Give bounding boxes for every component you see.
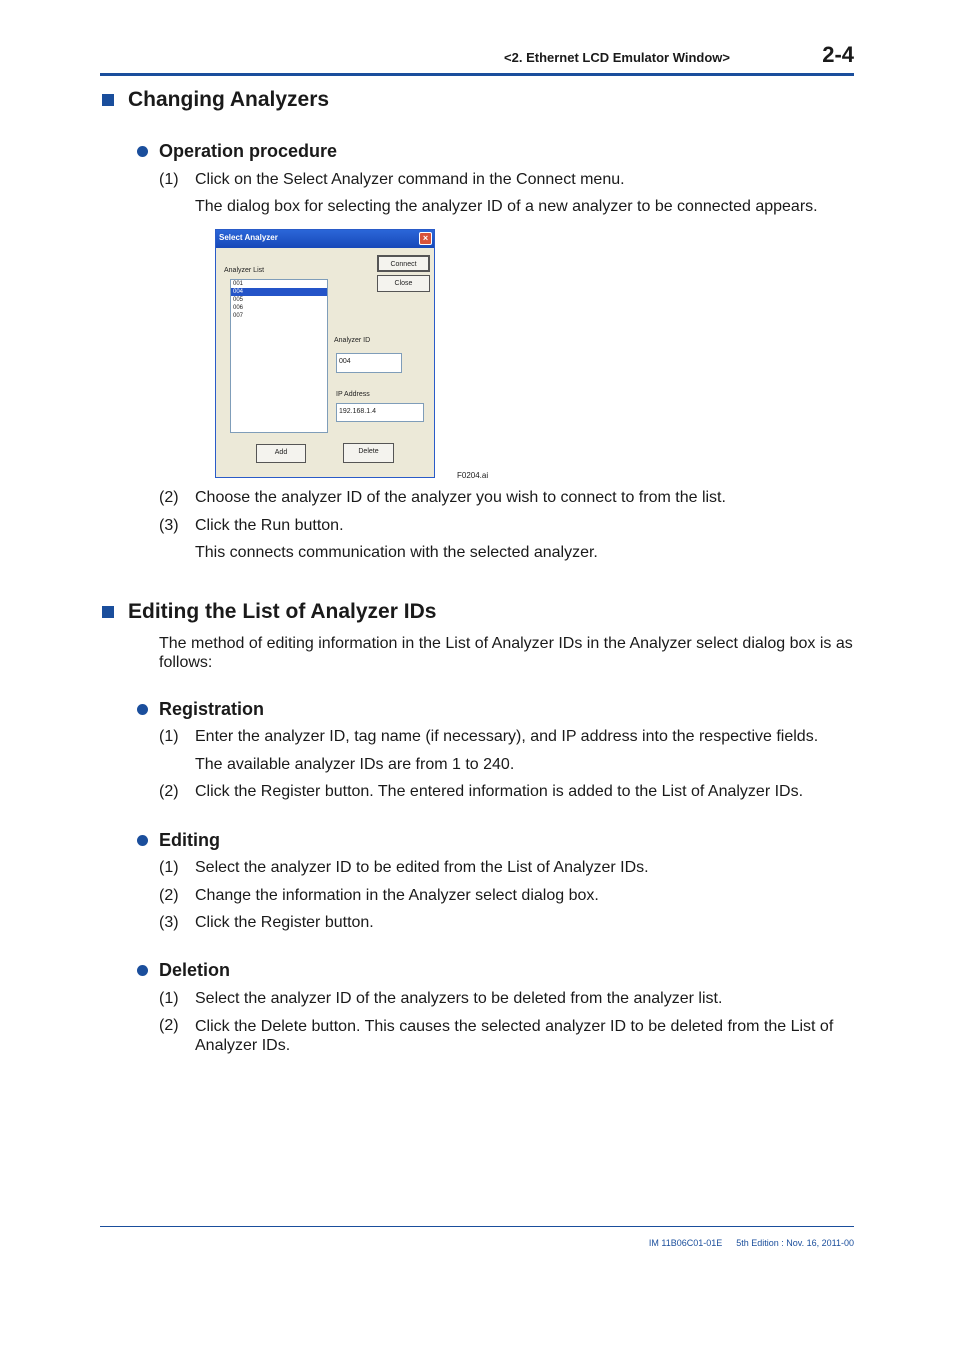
delete-button[interactable]: Delete bbox=[343, 443, 394, 463]
select-analyzer-dialog bbox=[215, 229, 435, 478]
step-note: The available analyzer IDs are from 1 to 240. bbox=[195, 756, 515, 773]
step-note: This connects communication with the selected analyzer. bbox=[195, 544, 598, 561]
step-text: Click on the Select Analyzer command in the Connect menu. bbox=[195, 171, 625, 188]
step-number: (1) bbox=[159, 859, 179, 876]
step-text: Change the information in the Analyzer select dialog box. bbox=[195, 887, 599, 904]
analyzer-list[interactable] bbox=[230, 279, 328, 433]
bullet-icon bbox=[137, 965, 148, 976]
subsection-title: Operation procedure bbox=[159, 141, 338, 161]
step-number: (1) bbox=[159, 728, 179, 745]
step-number: (2) bbox=[159, 783, 179, 800]
subsection-heading-operation-procedure bbox=[137, 141, 337, 162]
list-item-selected[interactable]: 004 bbox=[231, 288, 327, 296]
subsection-title: Registration bbox=[159, 699, 265, 719]
section-heading-editing-list bbox=[100, 600, 436, 624]
step-number: (2) bbox=[159, 887, 179, 904]
step-note: The dialog box for selecting the analyzer ID of a new analyzer to be connected appears. bbox=[195, 198, 818, 215]
section-heading-changing-analyzers bbox=[100, 88, 329, 112]
subsection-heading-deletion bbox=[137, 960, 230, 981]
running-header: <2. Ethernet LCD Emulator Window> bbox=[504, 50, 730, 65]
step-text: Select the analyzer ID to be edited from the List of Analyzer IDs. bbox=[195, 859, 649, 876]
section-title: Changing Analyzers bbox=[128, 88, 330, 111]
step-number: (1) bbox=[159, 171, 179, 188]
subsection-title: Editing bbox=[159, 830, 220, 850]
document-id: IM 11B06C01-01E bbox=[648, 1238, 723, 1248]
footer bbox=[649, 1238, 854, 1248]
close-button[interactable]: Close bbox=[377, 275, 430, 292]
subsection-title: Deletion bbox=[159, 960, 231, 980]
step-number: (2) bbox=[159, 1017, 179, 1034]
subsection-heading-editing bbox=[137, 830, 220, 851]
edition: 5th Edition : Nov. 16, 2011-00 bbox=[736, 1238, 854, 1248]
step-text: Select the analyzer ID of the analyzers to be deleted from the analyzer list. bbox=[195, 990, 723, 1007]
bullet-icon bbox=[137, 146, 148, 157]
step-text: Click the Register button. The entered information is added to the List of Analyzer IDs. bbox=[195, 783, 804, 800]
step-text: Click the Delete button. This causes the selected analyzer ID to be deleted from the List of Analyzer IDs. bbox=[195, 1018, 834, 1054]
analyzer-id-field[interactable]: 004 bbox=[336, 353, 402, 373]
close-icon[interactable]: × bbox=[419, 232, 432, 245]
step-text: Click the Run button. bbox=[195, 517, 344, 534]
analyzer-id-label: Analyzer ID bbox=[334, 337, 371, 344]
step-text: Choose the analyzer ID of the analyzer you wish to connect to from the list. bbox=[195, 489, 726, 506]
list-item[interactable]: 006 bbox=[233, 305, 244, 311]
add-button[interactable]: Add bbox=[256, 444, 306, 463]
step-text: Click the Register button. bbox=[195, 914, 374, 931]
dialog-title: Select Analyzer bbox=[219, 233, 278, 242]
page-number: 2-4 bbox=[822, 42, 854, 67]
ip-address-label: IP Address bbox=[336, 391, 370, 398]
step-number: (3) bbox=[159, 517, 179, 534]
square-bullet-icon bbox=[102, 94, 114, 106]
bullet-icon bbox=[137, 704, 148, 715]
analyzer-list-label: Analyzer List bbox=[224, 267, 265, 274]
figure-caption: F0204.ai bbox=[457, 471, 489, 480]
step-number: (2) bbox=[159, 489, 179, 506]
ip-address-field[interactable]: 192.168.1.4 bbox=[336, 403, 424, 422]
subsection-heading-registration bbox=[137, 699, 264, 720]
bullet-icon bbox=[137, 835, 148, 846]
list-item[interactable]: 007 bbox=[233, 313, 244, 319]
section-title: Editing the List of Analyzer IDs bbox=[128, 600, 437, 623]
step-number: (1) bbox=[159, 990, 179, 1007]
dialog-title-bar bbox=[216, 230, 434, 248]
footer-rule bbox=[100, 1226, 854, 1227]
square-bullet-icon bbox=[102, 606, 114, 618]
section-intro: The method of editing information in the List of Analyzer IDs in the Analyzer select dialog box is as follows: bbox=[159, 635, 853, 671]
list-item[interactable]: 001 bbox=[233, 281, 244, 287]
step-text: Enter the analyzer ID, tag name (if necessary), and IP address into the respective fields. bbox=[195, 728, 819, 745]
step-number: (3) bbox=[159, 914, 179, 931]
list-item[interactable]: 005 bbox=[233, 297, 244, 303]
connect-button[interactable]: Connect bbox=[377, 255, 430, 272]
header-rule bbox=[100, 73, 854, 76]
